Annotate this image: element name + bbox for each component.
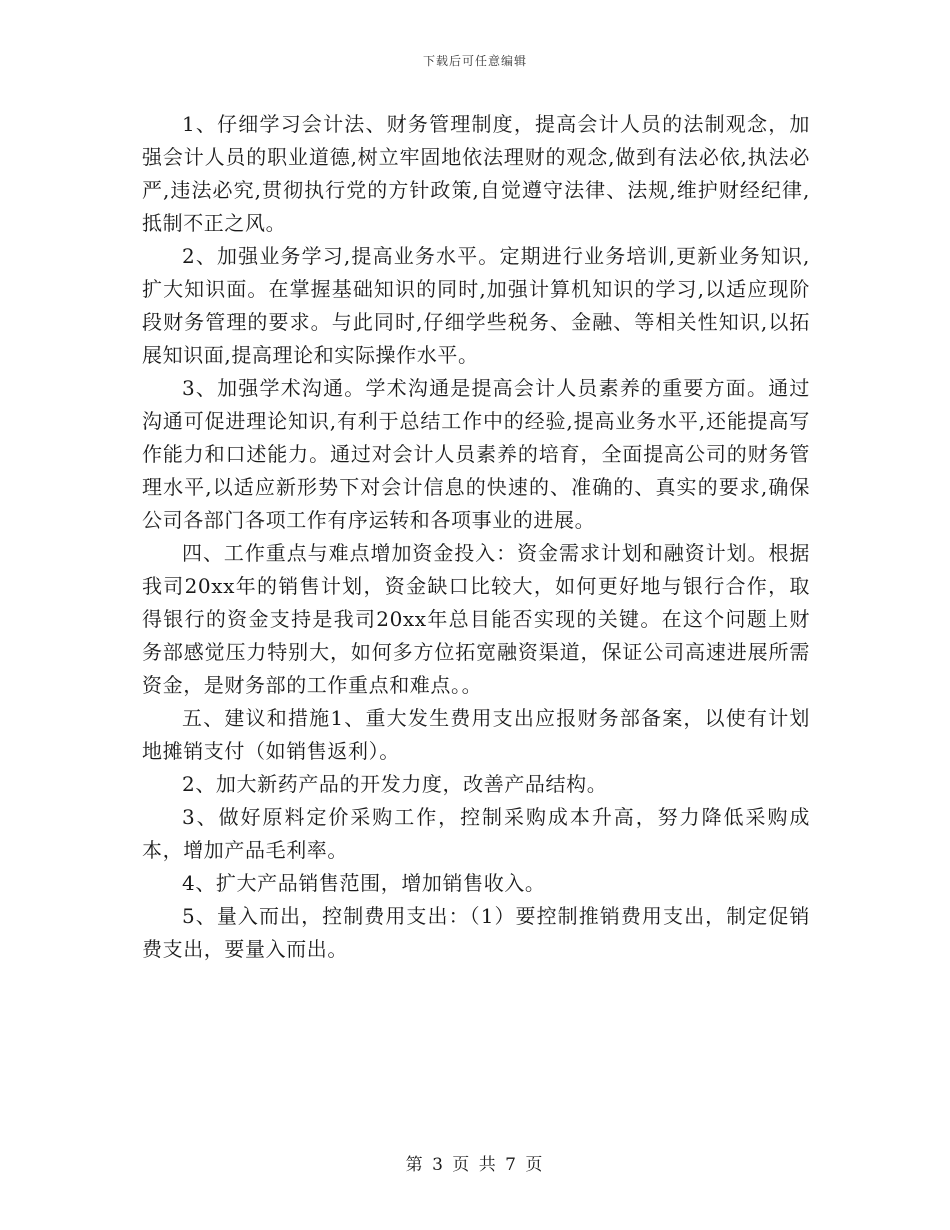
paragraph-6: 2、加大新药产品的开发力度，改善产品结构。 bbox=[182, 772, 608, 796]
paragraph-4: 四、工作重点与难点增加资金投入：资金需求计划和融资计划。根据我司20xx年的销售计划，资金缺口比较大，如何更好地与银行合作，取得银行的资金支持是我司20xx年总目能否实现的关键。在这个问题上财务部感觉压力特别大，如何多方位拓宽融资渠道，保证公司高速进展所需资金，是财务部的工作重点和难点。。 bbox=[142, 541, 810, 697]
paragraph-3: 3、加强学术沟通。学术沟通是提高会计人员素养的重要方面。通过沟通可促进理论知识,有利于总结工作中的经验,提高业务水平,还能提高写作能力和口述能力。通过对会计人员素养的培育，全面提高公司的财务管理水平,以适应新形势下对会计信息的快速的、准确的、真实的要求,确保公司各部门各项工作有序运转和各项事业的进展。 bbox=[142, 376, 810, 532]
paragraph-7: 3、做好原料定价采购工作，控制采购成本升高，努力降低采购成本，增加产品毛利率。 bbox=[142, 805, 810, 862]
paragraph-8: 4、扩大产品销售范围，增加销售收入。 bbox=[182, 871, 546, 895]
document-body bbox=[142, 108, 810, 966]
paragraph-5: 五、建议和措施1、重大发生费用支出应报财务部备案，以使有计划地摊销支付（如销售返利）。 bbox=[142, 706, 810, 763]
paragraph-9: 5、量入而出，控制费用支出：（1）要控制推销费用支出，制定促销费支出，要量入而出。 bbox=[142, 904, 810, 961]
paragraph-1: 1、仔细学习会计法、财务管理制度，提高会计人员的法制观念，加强会计人员的职业道德,树立牢固地依法理财的观念,做到有法必依,执法必严,违法必究,贯彻执行党的方针政策,自觉遵守法律、法规,维护财经纪律,抵制不正之风。 bbox=[142, 112, 810, 235]
paragraph-2: 2、加强业务学习,提高业务水平。定期进行业务培训,更新业务知识,扩大知识面。在掌握基础知识的同时,加强计算机知识的学习,以适应现阶段财务管理的要求。与此同时,仔细学些税务、金融、等相关性知识,以拓展知识面,提高理论和实际操作水平。 bbox=[142, 244, 810, 367]
page-header: 下载后可任意编辑 bbox=[422, 54, 527, 68]
page-footer: 第 3 页 共 7 页 bbox=[405, 1155, 545, 1175]
